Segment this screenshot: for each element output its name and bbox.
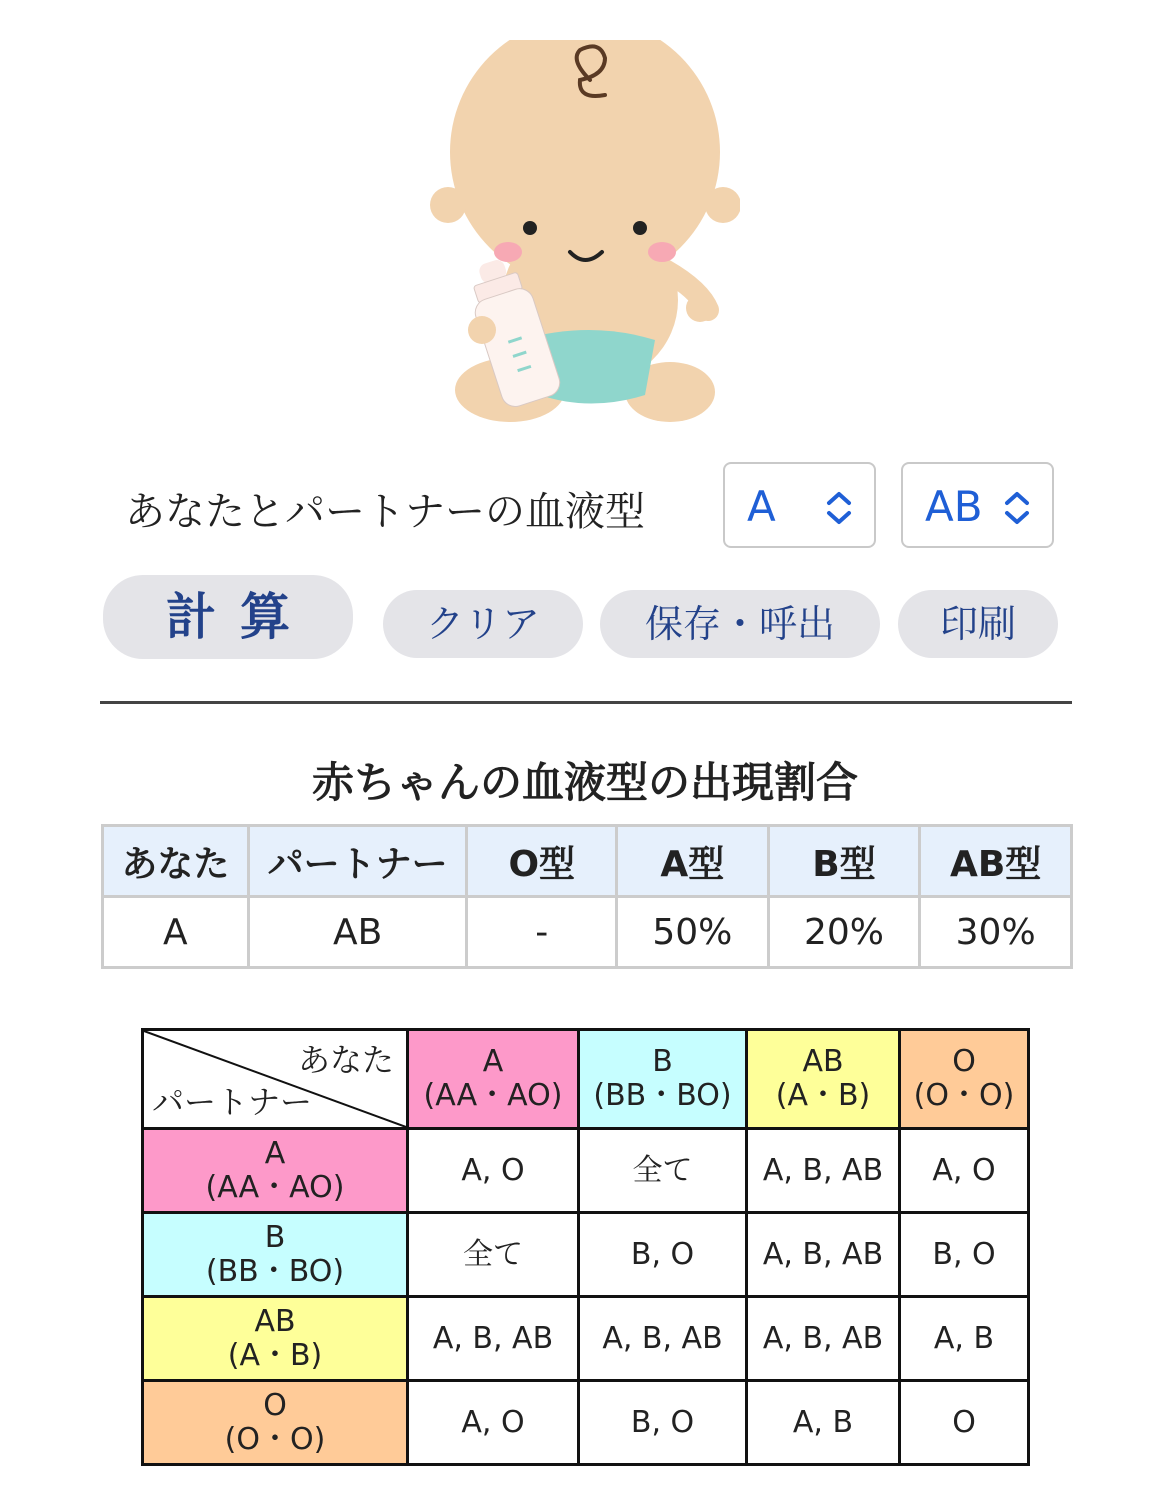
header-partner: パートナー — [248, 826, 467, 897]
result-title: 赤ちゃんの血液型の出現割合 — [311, 758, 858, 807]
save-load-button[interactable]: 保存・呼出 — [600, 590, 880, 658]
your-blood-type-select[interactable] — [723, 462, 876, 548]
compat-cell: B, O — [900, 1213, 1029, 1297]
col-genes: (O・O) — [913, 1078, 1015, 1113]
compat-cell: A, O — [408, 1381, 579, 1465]
row-type: A — [264, 1135, 286, 1171]
compat-cell: O — [900, 1381, 1029, 1465]
compat-cell: A, B — [900, 1297, 1029, 1381]
your-blood-type-value: A — [747, 482, 776, 531]
col-genes: (AA・AO) — [423, 1078, 563, 1113]
header-type-ab: AB型 — [920, 826, 1072, 897]
compat-row-a — [143, 1129, 1029, 1213]
col-genes: (BB・BO) — [593, 1078, 732, 1113]
compat-col-b — [579, 1030, 747, 1129]
row-genes: (BB・BO) — [205, 1253, 345, 1289]
header-type-o: O型 — [467, 826, 617, 897]
row-type: B — [264, 1219, 286, 1255]
compat-cell: A, B — [747, 1381, 900, 1465]
compat-cell: A, O — [408, 1129, 579, 1213]
compat-cell: B, O — [579, 1381, 747, 1465]
blood-type-compatibility-table — [141, 1028, 1030, 1466]
row-type: AB — [254, 1303, 296, 1339]
result-row — [103, 897, 1072, 968]
compat-row-o — [143, 1381, 1029, 1465]
compat-cell: 全て — [579, 1129, 747, 1213]
chevron-up-down-icon — [1002, 490, 1032, 526]
col-type: AB — [802, 1044, 844, 1079]
divider — [100, 701, 1072, 704]
compat-cell: A, B, AB — [747, 1213, 900, 1297]
compat-cell: A, B, AB — [579, 1297, 747, 1381]
row-header — [143, 1213, 408, 1297]
compat-header-row — [143, 1030, 1029, 1129]
col-type: A — [482, 1044, 504, 1079]
result-ab: 30% — [920, 897, 1072, 968]
col-type: O — [952, 1044, 976, 1079]
result-b: 20% — [768, 897, 920, 968]
row-header — [143, 1381, 408, 1465]
row-genes: (A・B) — [227, 1337, 323, 1373]
row-type: O — [263, 1387, 287, 1423]
baby-illustration — [430, 40, 740, 430]
row-genes: (AA・AO) — [205, 1169, 345, 1205]
chevron-up-down-icon — [824, 490, 854, 526]
compat-cell: A, B, AB — [408, 1297, 579, 1381]
compat-col-o — [900, 1030, 1029, 1129]
result-table — [101, 824, 1073, 969]
result-o: - — [467, 897, 617, 968]
result-header-row — [103, 826, 1072, 897]
result-you: A — [103, 897, 249, 968]
compat-corner-cell — [143, 1030, 408, 1129]
header-type-a: A型 — [617, 826, 769, 897]
print-button[interactable]: 印刷 — [898, 590, 1058, 658]
header-you: あなた — [103, 826, 249, 897]
col-type: B — [652, 1044, 673, 1079]
result-a: 50% — [617, 897, 769, 968]
row-header — [143, 1297, 408, 1381]
selector-label: あなたとパートナーの血液型 — [125, 489, 645, 535]
corner-partner-label: パートナー — [152, 1083, 313, 1121]
corner-you-label: あなた — [297, 1041, 394, 1079]
compat-cell: A, B, AB — [747, 1129, 900, 1213]
blood-type-selector-row — [0, 460, 1170, 552]
compat-row-b — [143, 1213, 1029, 1297]
partner-blood-type-select[interactable] — [901, 462, 1054, 548]
compat-cell: B, O — [579, 1213, 747, 1297]
partner-blood-type-value: AB — [925, 482, 983, 531]
row-header — [143, 1129, 408, 1213]
compat-cell: A, B, AB — [747, 1297, 900, 1381]
compat-row-ab — [143, 1297, 1029, 1381]
row-genes: (O・O) — [224, 1421, 326, 1457]
compat-cell: 全て — [408, 1213, 579, 1297]
compat-col-ab — [747, 1030, 900, 1129]
compat-cell: A, O — [900, 1129, 1029, 1213]
clear-button[interactable]: クリア — [383, 590, 583, 658]
calculate-button[interactable]: 計算 — [103, 575, 353, 659]
result-partner: AB — [248, 897, 467, 968]
compat-col-a — [408, 1030, 579, 1129]
header-type-b: B型 — [768, 826, 920, 897]
col-genes: (A・B) — [775, 1078, 871, 1113]
